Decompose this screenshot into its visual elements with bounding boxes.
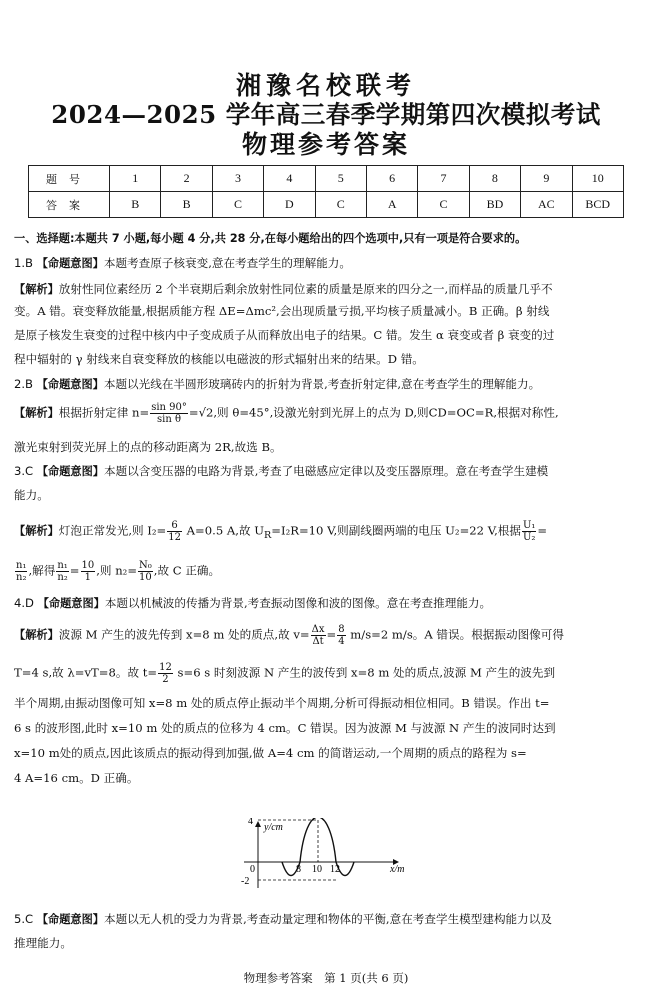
page-footer: 物理参考答案 第 1 页(共 6 页) — [243, 971, 409, 985]
answer-cell: A — [366, 192, 417, 218]
q3-answer: 3.C — [14, 464, 34, 478]
q3-fraction — [56, 560, 68, 583]
q1-answer: 1.B — [14, 256, 34, 270]
q4-answer: 4.D — [14, 596, 34, 610]
q5-answer: 5.C — [14, 912, 34, 926]
q4-text: T=4 s,故 λ=vT=8。故 t= — [14, 665, 158, 680]
q4-intent-text: 本题以机械波的传播为背景,考查振动图像和波的图像。意在考查推理能力。 — [104, 596, 492, 610]
q3-text: ,故 C 正确。 — [153, 563, 221, 578]
fraction-denominator: 4 — [338, 636, 345, 647]
origin-label: 0 — [250, 864, 255, 875]
answer-cell: BCD — [572, 192, 623, 218]
q4-analysis-label: 【解析】 — [14, 628, 59, 642]
question-number-header: 题号 — [29, 166, 110, 192]
q1-analysis-line — [14, 282, 642, 297]
q3-text: ,则 n₂= — [96, 563, 138, 578]
fraction-denominator: sin θ — [157, 414, 182, 425]
q3-text: ,解得 — [28, 563, 56, 578]
question-number: 9 — [521, 166, 572, 192]
q4-text: m/s=2 m/s。A 错误。根据振动图像可得 — [346, 627, 564, 642]
q2-intent-line — [14, 377, 642, 392]
question-number: 8 — [469, 166, 520, 192]
waveform-graph — [238, 818, 418, 890]
question-number: 3 — [212, 166, 263, 192]
q3-text: = — [537, 523, 548, 538]
fraction-numerator: 10 — [81, 560, 95, 571]
question-number: 6 — [366, 166, 417, 192]
section-heading: 一、选择题:本题共 7 小题,每小题 4 分,共 28 分,在每小题给出的四个选项中,只有一项是符合要求的。 — [14, 232, 527, 245]
q3-fraction — [522, 520, 536, 543]
q3-intent-text: 能力。 — [14, 488, 49, 502]
q3-analysis-line-2 — [14, 560, 642, 583]
question-number: 10 — [572, 166, 623, 192]
q4-text: = — [326, 627, 337, 642]
q3-text: A=0.5 A,故 U — [182, 523, 264, 538]
answer-header: 答案 — [29, 192, 110, 218]
answer-cell: C — [315, 192, 366, 218]
exam-session-title: 2024—2025 学年高三春季学期第四次模拟考试 — [51, 100, 601, 129]
q3-subscript: R — [264, 529, 272, 541]
q4-analysis-text: x=10 m处的质点,因此该质点的振动得到加强,做 A=4 cm 的简谐运动,一个周期的质点的路程为 s= — [14, 746, 527, 760]
q3-text: = — [69, 563, 80, 578]
q3-intent-line — [14, 464, 642, 479]
q4-fraction — [337, 624, 345, 647]
q2-answer: 2.B — [14, 377, 34, 391]
q3-fraction — [138, 560, 153, 583]
exam-alliance-title: 湘豫名校联考 — [235, 71, 416, 100]
q5-intent-label: 【命题意图】 — [36, 913, 104, 926]
q2-text: 根据折射定律 n= — [58, 405, 150, 420]
question-number-row — [29, 166, 624, 192]
fraction-numerator: Δx — [311, 624, 325, 635]
fraction-denominator: n₂ — [57, 572, 68, 583]
x-tick-8: 8 — [296, 864, 301, 875]
q1-analysis-label: 【解析】 — [14, 283, 59, 296]
q4-text: s=6 s 时刻波源 N 产生的波传到 x=8 m 处的质点,波源 M 产生的波先到 — [173, 665, 556, 680]
fraction-numerator: 12 — [159, 662, 172, 673]
q3-analysis-line — [14, 520, 642, 543]
q3-text: 灯泡正常发光,则 I₂= — [58, 523, 167, 538]
x-tick-10: 10 — [312, 864, 322, 875]
q4-analysis-text: 4 A=16 cm。D 正确。 — [14, 771, 139, 785]
q1-intent-text: 本题考查原子核衰变,意在考查学生的理解能力。 — [103, 256, 351, 270]
fraction-numerator: N₀ — [139, 560, 152, 571]
q2-analysis-line — [14, 402, 642, 425]
q3-text: =I₂R=10 V,则副线圈两端的电压 U₂=22 V,根据 — [271, 523, 521, 538]
fraction-denominator: 1 — [84, 572, 92, 583]
question-number: 7 — [418, 166, 469, 192]
q2-text: =√2,则 θ=45°,设激光射到光屏上的点为 D,则CD=OC=R,根据对称性, — [188, 405, 559, 420]
q1-analysis-text: 放射性同位素经历 2 个半衰期后剩余放射性同位素的质量是原来的四分之一,而样品的质量几乎不 — [58, 282, 553, 296]
answer-row — [29, 192, 624, 218]
q4-intent-label: 【命题意图】 — [37, 597, 105, 610]
y-axis-label: y/cm — [264, 822, 283, 833]
x-tick-12: 12 — [330, 864, 340, 875]
q1-analysis-text: 是原子核发生衰变的过程中核内中子变成质子从而释放出电子的结果。C 错。发生 α 衰变或者 β 衰变的过 — [14, 328, 555, 342]
question-number: 1 — [110, 166, 161, 192]
question-number: 4 — [264, 166, 315, 192]
q4-fraction — [158, 662, 173, 685]
fraction-denominator: U₂ — [522, 532, 536, 543]
fraction-numerator: n₁ — [16, 560, 27, 571]
fraction-numerator: n₁ — [57, 560, 68, 571]
q2-fraction — [150, 402, 188, 425]
q3-analysis-label: 【解析】 — [14, 524, 59, 538]
q1-intent-line — [14, 256, 642, 271]
q4-analysis-line — [14, 624, 642, 647]
q3-intent-label: 【命题意图】 — [36, 465, 104, 478]
q4-fraction — [311, 624, 326, 647]
q2-intent-label: 【命题意图】 — [36, 378, 104, 391]
y-tick-4: 4 — [248, 818, 253, 827]
fraction-numerator: 8 — [338, 624, 345, 635]
q3-fraction — [81, 560, 96, 583]
q5-intent-text: 推理能力。 — [14, 936, 72, 950]
question-number: 5 — [315, 166, 366, 192]
fraction-denominator: 10 — [139, 572, 152, 583]
q2-analysis-text: 激光束射到荧光屏上的点的移动距离为 2R,故选 B。 — [14, 440, 282, 454]
x-axis-label: x/m — [390, 864, 405, 875]
q3-intent-text: 本题以含变压器的电路为背景,考查了电磁感应定律以及变压器原理。意在考查学生建模 — [104, 464, 549, 478]
answer-cell: B — [110, 192, 161, 218]
q5-intent-line — [14, 912, 642, 927]
q4-text: 波源 M 产生的波先传到 x=8 m 处的质点,故 v= — [58, 627, 310, 642]
y-tick-neg2: -2 — [241, 876, 250, 887]
answer-cell: C — [418, 192, 469, 218]
q4-analysis-text: 6 s 的波形图,此时 x=10 m 处的质点的位移为 4 cm。C 错误。因为波源 M 与波源 N 产生的波同时达到 — [14, 721, 556, 735]
answer-cell: C — [212, 192, 263, 218]
fraction-denominator: Δt — [312, 636, 324, 647]
answer-cell: AC — [521, 192, 572, 218]
document-title: 物理参考答案 — [241, 130, 410, 159]
answer-table — [28, 165, 624, 218]
q1-intent-label: 【命题意图】 — [36, 257, 104, 270]
q4-analysis-text: 半个周期,由振动图像可知 x=8 m 处的质点停止振动半个周期,分析可得振动相位相同。B 错误。作出 t= — [14, 696, 550, 710]
answer-cell: D — [264, 192, 315, 218]
q2-analysis-label: 【解析】 — [14, 406, 59, 420]
q3-fraction — [15, 560, 27, 583]
fraction-denominator: n₂ — [16, 572, 27, 583]
q1-analysis-text: 变。A 错。衰变释放能量,根据质能方程 ΔE=Δmc²,会出现质量亏损,平均核子质量减小。B 正确。β 射线 — [14, 304, 550, 318]
fraction-numerator: U₁ — [522, 520, 536, 531]
question-number: 2 — [161, 166, 212, 192]
q2-intent-text: 本题以光线在半圆形玻璃砖内的折射为背景,考查折射定律,意在考查学生的理解能力。 — [103, 377, 541, 391]
q5-intent-text: 本题以无人机的受力为背景,考查动量定理和物体的平衡,意在考查学生模型建构能力以及 — [104, 912, 552, 926]
answer-cell: BD — [469, 192, 520, 218]
q1-analysis-text: 程中辐射的 γ 射线来自衰变释放的核能以电磁波的形式辐射出来的结果。D 错。 — [14, 352, 424, 366]
answer-cell: B — [161, 192, 212, 218]
q3-fraction — [167, 520, 182, 543]
q4-analysis-line-2 — [14, 662, 642, 685]
fraction-denominator: 12 — [168, 532, 181, 543]
fraction-denominator: 2 — [162, 674, 169, 685]
fraction-numerator: 6 — [167, 520, 182, 532]
fraction-numerator: sin 90° — [151, 402, 187, 413]
q4-intent-line — [14, 596, 642, 611]
